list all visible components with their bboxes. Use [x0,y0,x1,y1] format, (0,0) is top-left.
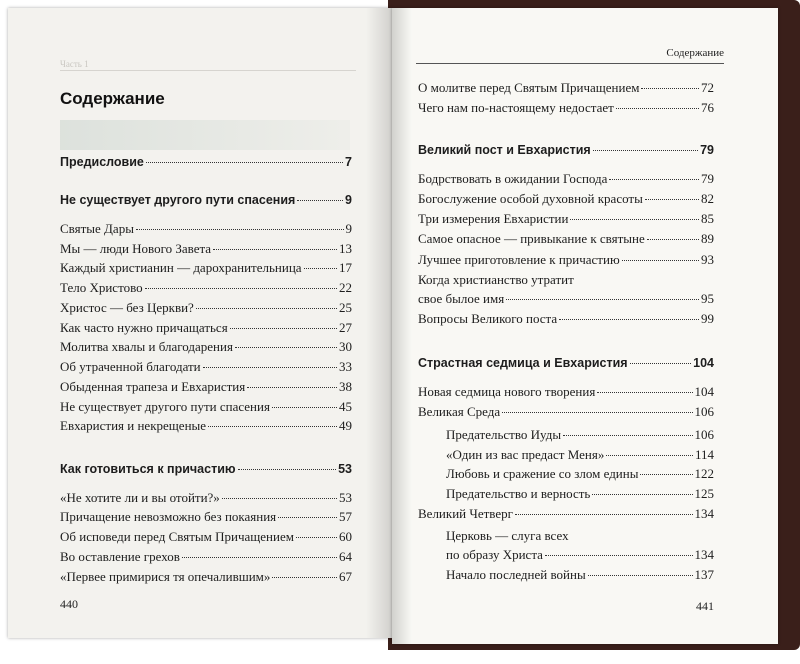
toc-entry: «Не хотите ли и вы отойти?» 53 [60,490,352,505]
toc-entry: Страстная седмица и Евхаристия 104 [418,356,714,370]
running-head-right: Содержание [666,47,724,59]
toc-entry-line: Когда христианство утратит [418,272,574,287]
toc-entry: Об исповеди перед Святым Причащением 60 [60,529,352,544]
toc-entry: Чего нам по-настоящему недостает 76 [418,100,714,115]
toc-entry-line: Церковь — слуга всех [446,528,569,543]
toc-entry: Об утраченной благодати 33 [60,359,352,374]
toc-entry: Вопросы Великого поста 99 [418,311,714,326]
toc-entry: Предисловие 7 [60,155,352,169]
toc-entry: Молитва хвалы и благодарения 30 [60,339,352,354]
toc-entry: по образу Христа 134 [446,547,714,562]
toc-entry: Не существует другого пути спасения 45 [60,399,352,414]
toc-entry: Как готовиться к причастию 53 [60,462,352,476]
gutter-shadow [392,8,412,644]
toc-entry: Предательство и верность 125 [446,486,714,501]
toc-entry: Самое опасное — привыкание к святыне 89 [418,231,714,246]
toc-entry: Христос — без Церкви? 25 [60,300,352,315]
toc-entry: О молитве перед Святым Причащением 72 [418,80,714,95]
toc-entry: «Первее примирися тя опечалившим» 67 [60,569,352,584]
left-page [8,8,392,638]
toc-entry: Евхаристия и некрещеные 49 [60,418,352,433]
toc-entry: Три измерения Евхаристии 85 [418,211,714,226]
toc-entry: Обыденная трапеза и Евхаристия 38 [60,379,352,394]
toc-entry: Бодрствовать в ожидании Господа 79 [418,171,714,186]
toc-entry: Каждый христианин — дарохранительница 17 [60,260,352,275]
running-head-left: Часть 1 [60,59,89,69]
show-through-image [60,120,350,150]
header-rule [60,70,356,71]
toc-entry: Как часто нужно причащаться 27 [60,320,352,335]
toc-entry: Великий Четверг 134 [418,506,714,521]
toc-entry: Святые Дары 9 [60,221,352,236]
toc-entry: Лучшее приготовление к причастию 93 [418,252,714,267]
toc-entry: Предательство Иуды 106 [446,427,714,442]
toc-entry: Великая Среда 106 [418,404,714,419]
toc-entry: Во оставление грехов 64 [60,549,352,564]
toc-entry: Богослужение особой духовной красоты 82 [418,191,714,206]
toc-entry: свое былое имя 95 [418,291,714,306]
toc-entry: Великий пост и Евхаристия 79 [418,143,714,157]
toc-entry: Мы — люди Нового Завета 13 [60,241,352,256]
toc-entry: Тело Христово 22 [60,280,352,295]
toc-entry: Причащение невозможно без покаяния 57 [60,509,352,524]
toc-entry: Начало последней войны 137 [446,567,714,582]
toc-title: Содержание [60,89,165,108]
page-number-right: 441 [696,599,714,613]
page-number-left: 440 [60,597,78,611]
header-rule [416,63,724,64]
gutter-shadow [366,8,392,638]
right-page [392,8,778,644]
toc-entry: Любовь и сражение со злом едины 122 [446,466,714,481]
toc-entry: Новая седмица нового творения 104 [418,384,714,399]
toc-entry: «Один из вас предаст Меня» 114 [446,447,714,462]
toc-entry: Не существует другого пути спасения 9 [60,193,352,207]
